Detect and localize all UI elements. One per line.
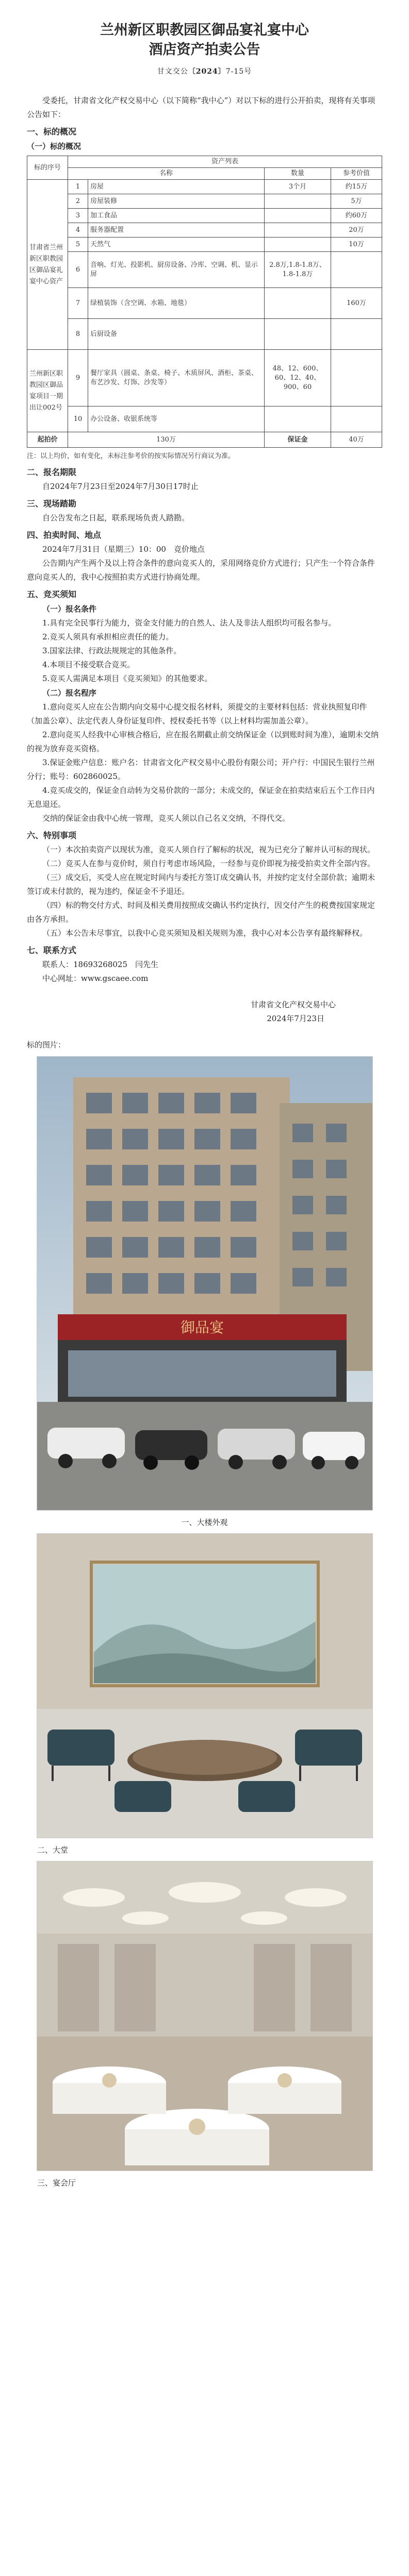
- section-5-q1: 1.意向竞买人应在公告期内向交易中心提交报名材料，须提交的主要材料包括：营业执照复印件（加盖公章）、法定代表人身份证复印件、授权委托书等（以上材料均需加盖公章）。: [27, 702, 367, 725]
- section-5-title: 五、竞买须知: [27, 589, 77, 599]
- section-3-body: 自公告发布之日起，联系现场负责人踏勘。: [42, 513, 190, 522]
- lobby-image: [37, 1534, 372, 1838]
- signature-org: 甘肃省文化产权交易中心: [250, 1000, 336, 1009]
- section-5-q3: 3.保证金账户信息：账户名：甘肃省文化产权交易中心股份有限公司；开户行：中国民生银行兰州分行；账号：602860025。: [27, 758, 375, 781]
- row-qty: [265, 209, 331, 223]
- title-line-2: 酒店资产拍卖公告: [149, 42, 260, 58]
- row-index: 8: [68, 319, 88, 350]
- header-ref: 参考价值: [331, 168, 382, 180]
- row-index: 5: [68, 238, 88, 252]
- section-7-title: 七、联系方式: [27, 945, 77, 955]
- section-3-title: 三、现场踏勘: [27, 499, 77, 509]
- row-ref: 10万: [331, 238, 382, 252]
- row-name: 餐厅家具（圆桌、条桌、椅子、木质屏风、酒柜、茶桌、布艺沙发、灯饰、沙发等）: [88, 350, 265, 406]
- intro-paragraph: 受委托，甘肃省文化产权交易中心（以下简称“我中心”）对以下标的进行公开拍卖，现将有关事项公告如下：: [27, 96, 375, 119]
- deposit-value: 40万: [331, 432, 382, 448]
- section-4-time: 2024年7月31日（星期三）10：00 竞价地点: [42, 545, 205, 554]
- row-ref: 5万: [331, 194, 382, 209]
- asset-table: [27, 156, 382, 448]
- website-link[interactable]: www.gscaee.com: [81, 974, 149, 983]
- contact-label: 联系人：: [42, 960, 74, 969]
- caption-2: 二、大堂: [37, 1845, 69, 1855]
- row-index: 3: [68, 209, 88, 223]
- row-index: 10: [68, 406, 88, 432]
- row-name: 办公设备、收银系统等: [88, 406, 265, 432]
- section-6-p1: （一）本次拍卖资产以现状为准，竞买人须自行了解标的状况，视为已充分了解并认可标的现状。: [42, 845, 375, 854]
- start-price-value: 130万: [68, 432, 265, 448]
- row-name: 天然气: [88, 238, 265, 252]
- row-index: 7: [68, 288, 88, 319]
- section-5-p3: 3.国家法律、行政法规规定的其他条件。: [42, 646, 182, 655]
- section-6-p4: （四）标的物交付方式、时间及相关费用按照成交确认书约定执行，因交付产生的税费按国家规定由各方承担。: [27, 901, 375, 924]
- row-index: 1: [68, 180, 88, 194]
- row-index: 4: [68, 223, 88, 238]
- row-name: 加工食品: [88, 209, 265, 223]
- section-5-q5: 交纳的保证金由我中心统一管理，竞买人须以自己名义交纳，不得代交。: [42, 814, 290, 823]
- section-1-subtitle: （一）标的概况: [27, 142, 81, 151]
- header-qty: 数量: [265, 168, 331, 180]
- header-name: 名称: [68, 168, 265, 180]
- section-6-title: 六、特别事项: [27, 831, 77, 840]
- section-5-sub-2: （二）报名程序: [42, 688, 97, 698]
- section-5-p4: 4.本项目不接受联合竞买。: [42, 660, 135, 669]
- row-qty: [265, 238, 331, 252]
- row-name: 音响、灯光、投影机、厨房设备、冷库、空调、机、显示屏: [88, 252, 265, 288]
- section-5-p5: 5.竞买人需满足本项目《竞买须知》的其他要求。: [42, 674, 212, 683]
- lobby-photo: [37, 1533, 373, 1838]
- row-ref: 约15万: [331, 180, 382, 194]
- section-2-body: 自2024年7月23日至2024年7月30日17时止: [42, 482, 199, 491]
- table-note: 注：以上均价，如有变化，未标注参考价的按实际情况另行商议为准。: [27, 452, 235, 460]
- signature-date: 2024年7月23日: [267, 1014, 324, 1023]
- website-line: [27, 972, 382, 986]
- start-price-label: 起拍价: [27, 432, 68, 448]
- section-6-p2: （二）竞买人在参与竞价时，须自行考虑市场风险，一经参与竞价即视为接受拍卖文件全部内容。: [42, 859, 375, 868]
- building-exterior-image: [37, 1057, 372, 1510]
- row-index: 2: [68, 194, 88, 209]
- section-5-sub-1: （一）报名条件: [42, 604, 97, 614]
- row-ref: [331, 319, 382, 350]
- row-name: 后厨设备: [88, 319, 265, 350]
- contact-value: 18693268025 闫先生: [73, 960, 158, 969]
- section-5-p2: 2.竞买人须具有承担相应责任的能力。: [42, 632, 174, 641]
- deposit-label: 保证金: [265, 432, 331, 448]
- row-ref: 20万: [331, 223, 382, 238]
- row-ref: 160万: [331, 288, 382, 319]
- section-5-q2: 2.意向竞买人经我中心审核合格后，应在报名期截止前交纳保证金（以到账时间为准），逾期未交纳的视为放弃竞买资格。: [27, 730, 379, 753]
- header-lot-no: 标的序号: [27, 156, 68, 180]
- doc-no-year: 〔2024〕: [188, 67, 226, 76]
- row-qty: [265, 406, 331, 432]
- section-6-p5: （五）本公告未尽事宜，以我中心竞买须知及相关规则为准，我中心对本公告享有最终解释权。: [42, 928, 368, 938]
- row-qty: [265, 288, 331, 319]
- header-asset-list: 资产列表: [68, 156, 382, 168]
- row-ref: [331, 252, 382, 288]
- row-name: 房屋装修: [88, 194, 265, 209]
- section-4-title: 四、拍卖时间、地点: [27, 530, 102, 540]
- row-qty: [265, 223, 331, 238]
- row-ref: [331, 350, 382, 406]
- row-ref: 约60万: [331, 209, 382, 223]
- section-2-title: 二、报名期限: [27, 467, 77, 477]
- document-number: [27, 66, 382, 76]
- doc-no-prefix: 甘文交公: [157, 67, 188, 76]
- section-5-q4: 4.竞买成交的，保证金自动转为交易价款的一部分；未成交的，保证金在拍卖结束后五个工作日内无息退还。: [27, 786, 375, 809]
- building-exterior-photo: [37, 1056, 373, 1511]
- section-1-title: 一、标的概况: [27, 127, 77, 137]
- doc-no-suffix: 7-15号: [225, 67, 252, 76]
- row-name: 绿植装饰（含空调、水箱、地毯）: [88, 288, 265, 319]
- asset-table-wrapper: [27, 156, 382, 448]
- hotel-sign: 御品宴: [180, 1319, 224, 1336]
- lot-1-label: 甘肃省兰州新区职教园区御品宴礼宴中心资产: [27, 180, 68, 350]
- row-qty: 48、12、600、60、12、40、900、60: [265, 350, 331, 406]
- lot-2-label: 兰州新区职教园区御品宴项目一期出让002号: [27, 350, 68, 432]
- photos-label: 标的图片：: [27, 1040, 66, 1049]
- website-label: 中心网址：: [42, 974, 81, 983]
- section-5-p1: 1.具有完全民事行为能力，资金支付能力的自然人、法人及非法人组织均可报名参与。: [42, 618, 336, 628]
- row-qty: [265, 319, 331, 350]
- caption-1: 一、大楼外观: [181, 1518, 228, 1527]
- row-index: 9: [68, 350, 88, 406]
- banquet-hall-image: [37, 1861, 372, 2171]
- section-6-p3: （三）成交后，买受人应在规定时间内与委托方签订成交确认书，并按约定支付全部价款；逾期未签订或未付款的，视为违约，保证金不予退还。: [27, 873, 375, 896]
- row-qty: 3个月: [265, 180, 331, 194]
- title-line-1: 兰州新区职教园区御品宴礼宴中心: [100, 22, 309, 38]
- row-name: 房屋: [88, 180, 265, 194]
- row-index: 6: [68, 252, 88, 288]
- row-ref: [331, 406, 382, 432]
- section-4-body: 公告期内产生两个及以上符合条件的意向竞买人的，采用网络竞价方式进行；只产生一个符合条件意向竞买人的，我中心按照拍卖方式进行协商处理。: [27, 558, 375, 582]
- row-qty: [265, 194, 331, 209]
- row-name: 服务器配置: [88, 223, 265, 238]
- banquet-hall-photo: [37, 1861, 373, 2171]
- caption-3: 三、宴会厅: [37, 2178, 76, 2188]
- contact-line: [27, 958, 382, 972]
- row-qty: 2.8万,1.8-1.8万、1.8-1.8万: [265, 252, 331, 288]
